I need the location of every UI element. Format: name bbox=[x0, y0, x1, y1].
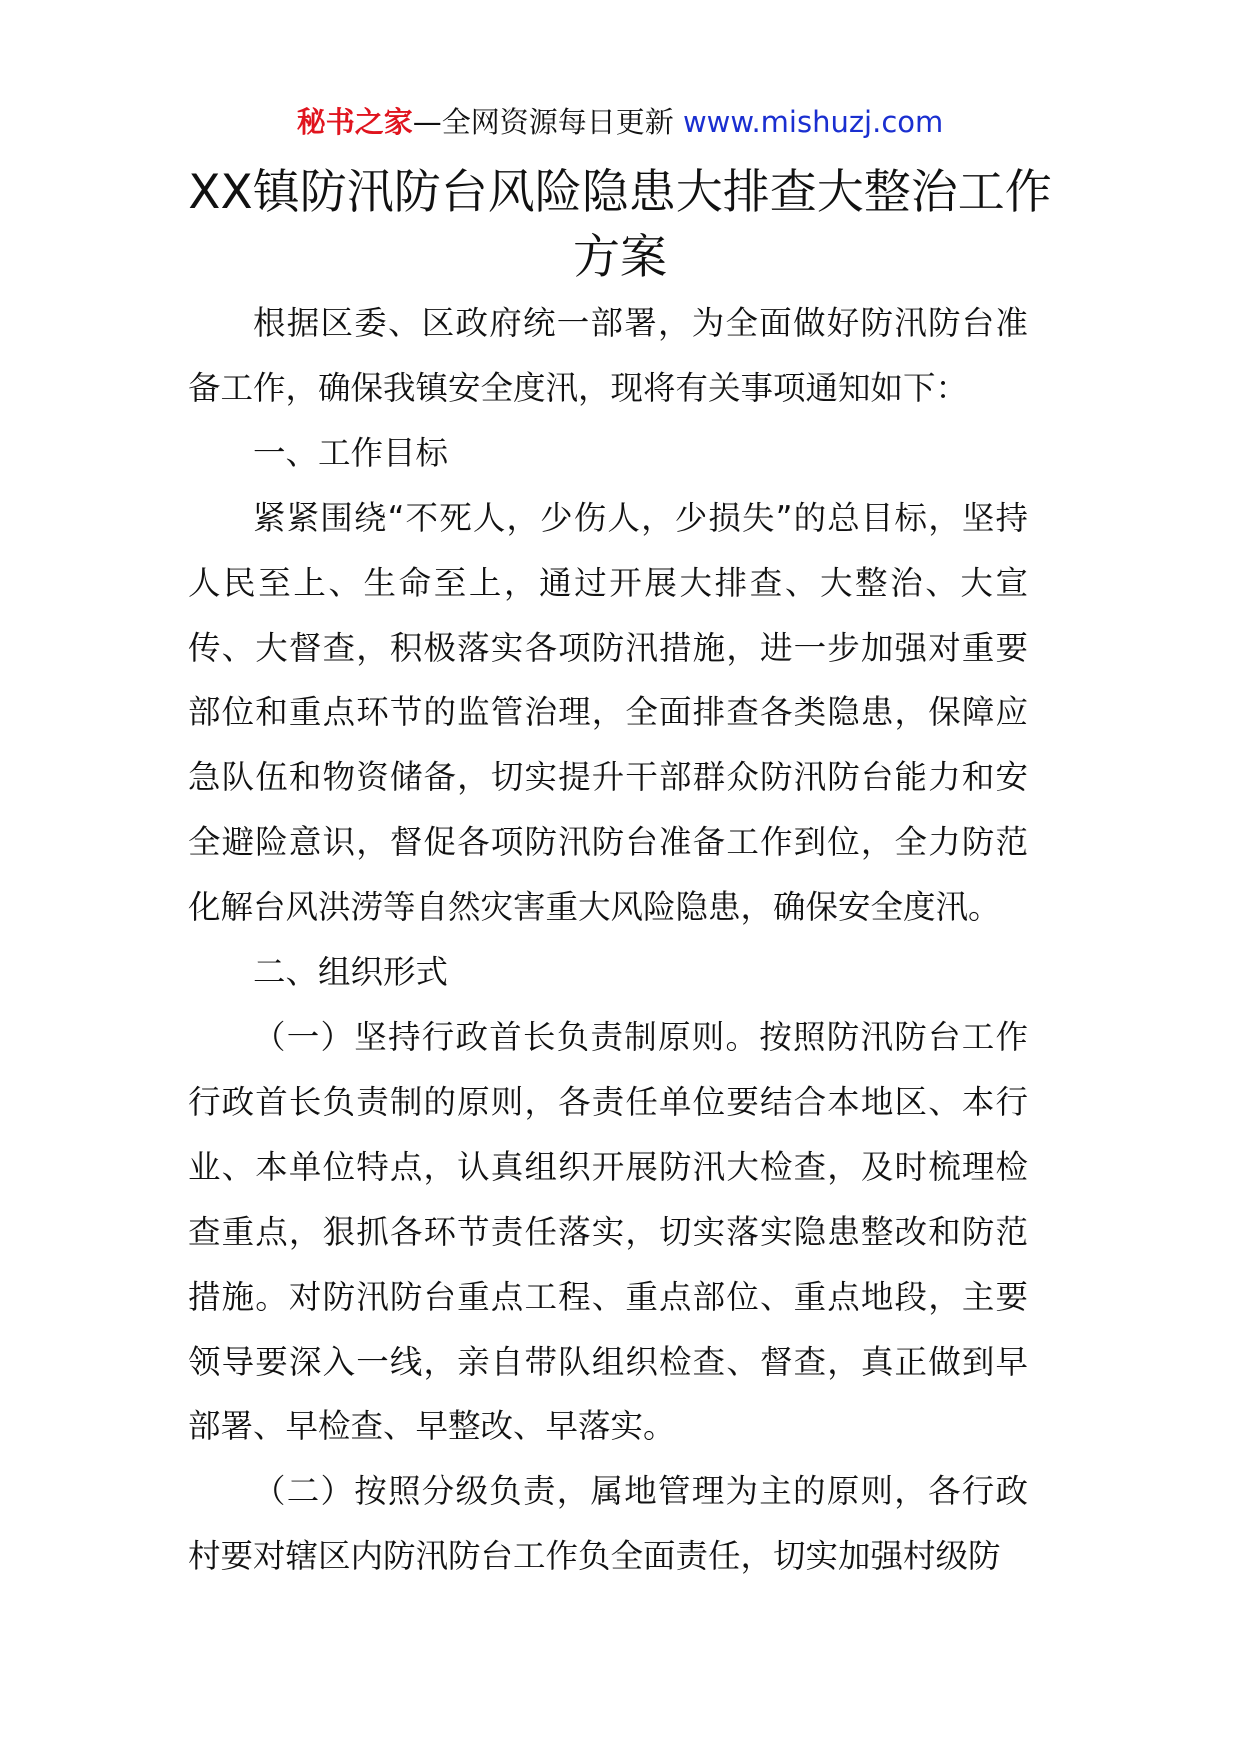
header-tagline: —全网资源每日更新 bbox=[412, 105, 674, 139]
brand-name: 秘书之家 bbox=[296, 105, 413, 139]
site-url: www.mishuzj.com bbox=[682, 105, 944, 139]
site-header bbox=[0, 100, 1240, 144]
document-title bbox=[150, 160, 1090, 290]
section-heading-goals: 一、工作目标 bbox=[253, 433, 449, 472]
title-line-2: 方案 bbox=[573, 230, 667, 285]
title-line-1: XX镇防汛防台风险隐患大排查大整治工作 bbox=[188, 165, 1052, 220]
document-body bbox=[188, 291, 1028, 1589]
organization-paragraph-2: （二）按照分级负责，属地管理为主的原则，各行政村要对辖区内防汛防台工作负全面责任，切实加强村级防 bbox=[188, 1472, 1028, 1576]
organization-paragraph-1: （一）坚持行政首长负责制原则。按照防汛防台工作行政首长负责制的原则，各责任单位要结合本地区、本行业、本单位特点，认真组织开展防汛大检查，及时梳理检查重点，狠抓各环节责任落实，切实落实隐患整改和防范措施。对防汛防台重点工程、重点部位、重点地段，主要领导要深入一线，亲自带队组织检查、督查，真正做到早部署、早检查、早整改、早落实。 bbox=[188, 1017, 1028, 1446]
intro-paragraph: 根据区委、区政府统一部署，为全面做好防汛防台准备工作，确保我镇安全度汛，现将有关事项通知如下： bbox=[188, 304, 1028, 407]
goals-paragraph: 紧紧围绕“不死人，少伤人，少损失”的总目标，坚持人民至上、生命至上，通过开展大排查、大整治、大宣传、大督查，积极落实各项防汛措施，进一步加强对重要部位和重点环节的监管治理，全面排查各类隐患，保障应急队伍和物资储备，切实提升干部群众防汛防台能力和安全避险意识，督促各项防汛防台准备工作到位，全力防范化解台风洪涝等自然灾害重大风险隐患，确保安全度汛。 bbox=[188, 498, 1028, 927]
section-heading-organization: 二、组织形式 bbox=[253, 953, 449, 992]
